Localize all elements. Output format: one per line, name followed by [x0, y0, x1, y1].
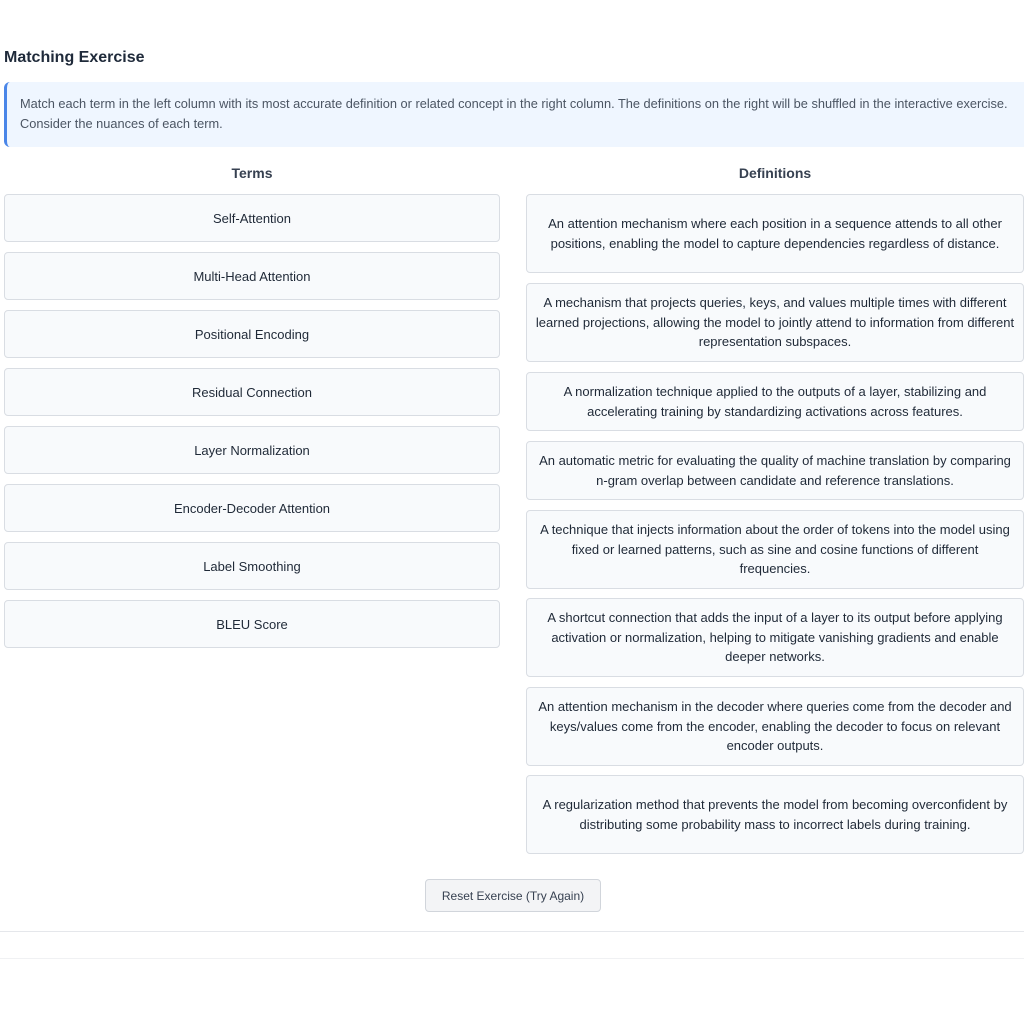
term-card-self-attention[interactable]: Self-Attention: [4, 194, 500, 242]
instructions-box: Match each term in the left column with its most accurate definition or related concept in the right column. The definitions on the right will be shuffled in the interactive exercise. Consider the nuances of each term.: [4, 82, 1024, 147]
definition-card[interactable]: An attention mechanism in the decoder where queries come from the decoder and keys/values come from the encoder, enabling the decoder to focus on relevant encoder outputs.: [526, 687, 1024, 766]
term-card-bleu-score[interactable]: BLEU Score: [4, 600, 500, 648]
divider: [0, 931, 1024, 932]
definitions-column-header: Definitions: [738, 165, 812, 181]
definition-card[interactable]: A technique that injects information about the order of tokens into the model using fixed or learned patterns, such as sine and cosine functions of different frequencies.: [526, 510, 1024, 589]
definition-card[interactable]: A regularization method that prevents the model from becoming overconfident by distributing some probability mass to incorrect labels during training.: [526, 775, 1024, 854]
page-title: Matching Exercise: [4, 49, 145, 66]
term-card-positional-encoding[interactable]: Positional Encoding: [4, 310, 500, 358]
term-card-encoder-decoder-attention[interactable]: Encoder-Decoder Attention: [4, 484, 500, 532]
definition-card[interactable]: A normalization technique applied to the outputs of a layer, stabilizing and accelerating training by standardizing activations across features.: [526, 372, 1024, 431]
divider: [0, 958, 1024, 959]
term-card-layer-normalization[interactable]: Layer Normalization: [4, 426, 500, 474]
term-card-label-smoothing[interactable]: Label Smoothing: [4, 542, 500, 590]
definition-card[interactable]: A mechanism that projects queries, keys, and values multiple times with different learned projections, allowing the model to jointly attend to information from different representation subspaces.: [526, 283, 1024, 362]
definition-card[interactable]: An attention mechanism where each position in a sequence attends to all other positions, enabling the model to capture dependencies regardless of distance.: [526, 194, 1024, 273]
term-card-residual-connection[interactable]: Residual Connection: [4, 368, 500, 416]
terms-column-header: Terms: [231, 165, 273, 181]
reset-exercise-button[interactable]: Reset Exercise (Try Again): [425, 879, 601, 912]
definition-card[interactable]: An automatic metric for evaluating the quality of machine translation by comparing n-gram overlap between candidate and reference translations.: [526, 441, 1024, 500]
term-card-multi-head-attention[interactable]: Multi-Head Attention: [4, 252, 500, 300]
definition-card[interactable]: A shortcut connection that adds the input of a layer to its output before applying activation or normalization, helping to mitigate vanishing gradients and enable deeper networks.: [526, 598, 1024, 677]
